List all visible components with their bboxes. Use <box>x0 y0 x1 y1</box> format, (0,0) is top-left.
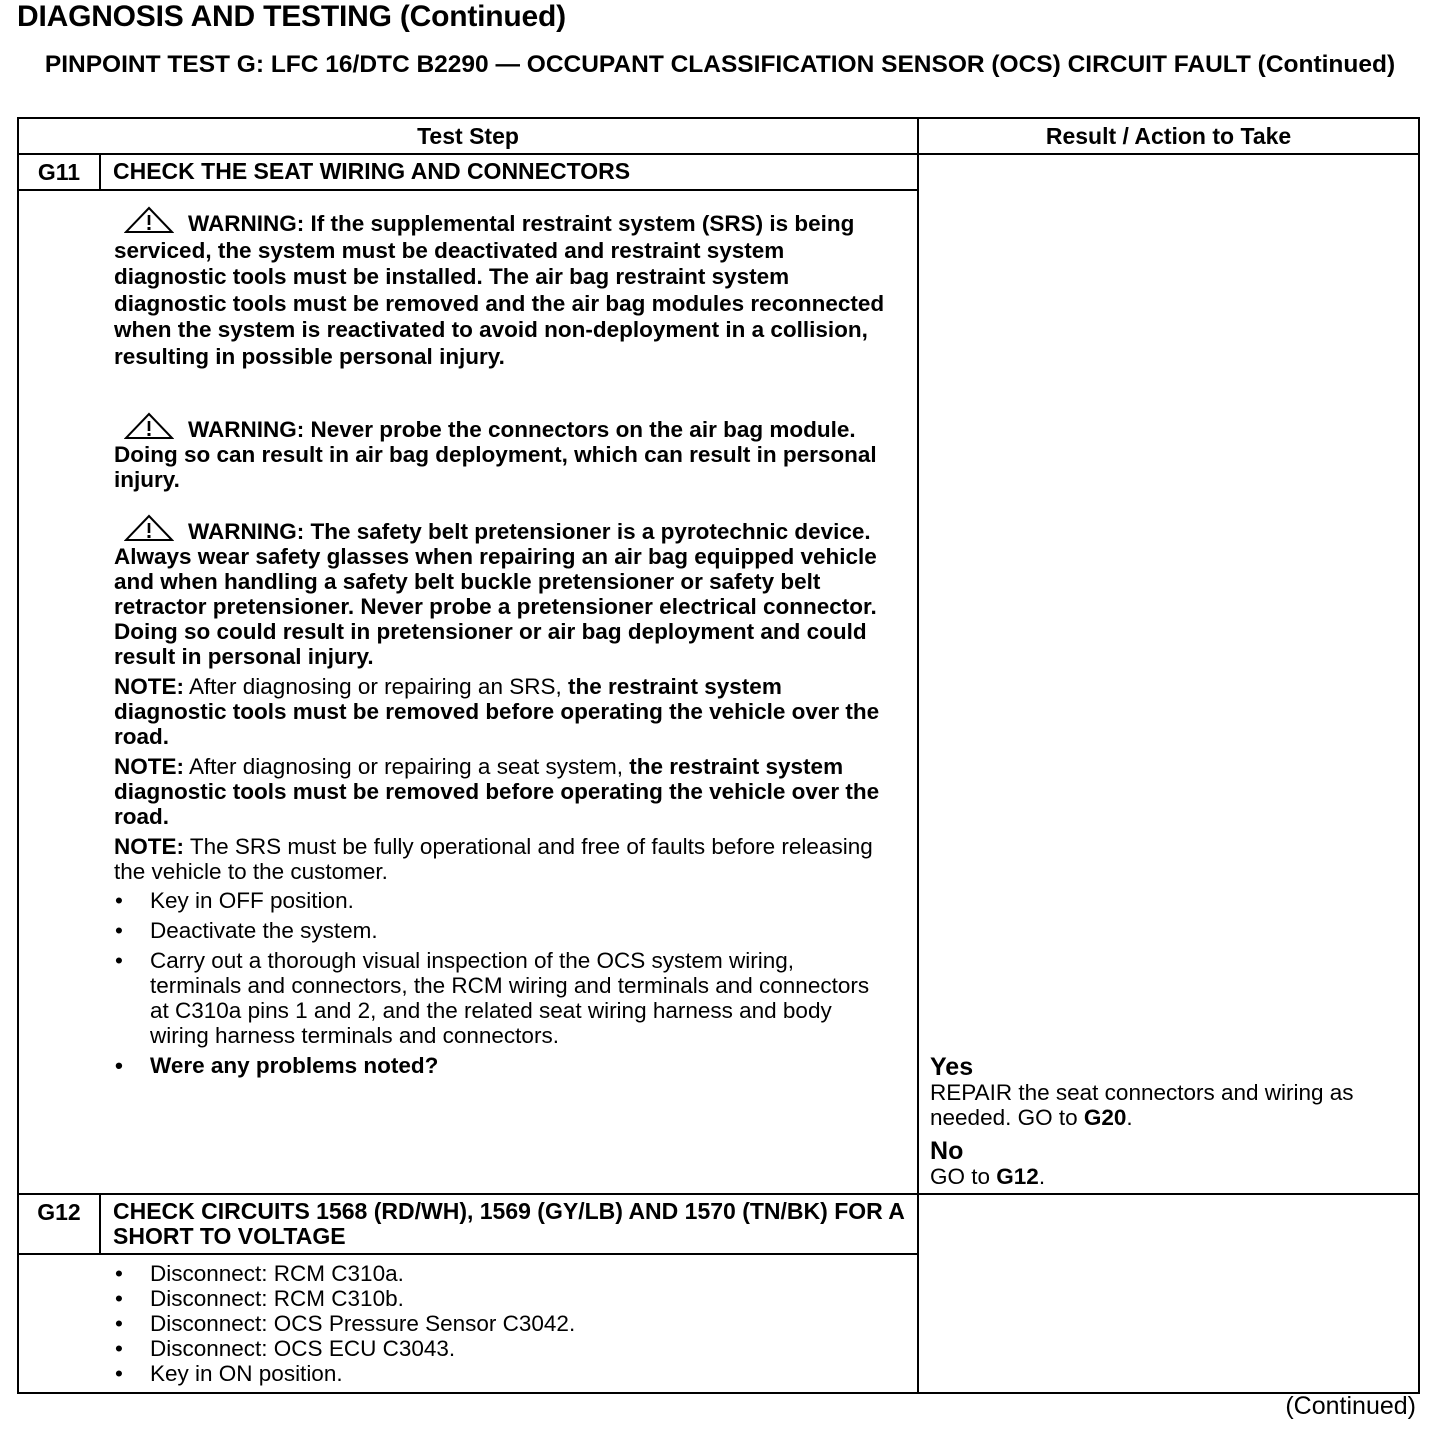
g11-no-action: GO to G12. <box>930 1164 1046 1189</box>
note-srs-operational: NOTE: The SRS must be fully operational and free of faults before releasing the vehicle to the customer. <box>114 834 873 884</box>
g11-yes-target: G20 <box>1083 1105 1127 1130</box>
g11-step-id: G11 <box>18 154 100 190</box>
header-result-action: Result / Action to Take <box>918 118 1419 154</box>
note-seat-tools: NOTE: After diagnosing or repairing a seat system, the restraint system diagnostic tools must be removed before operating the vehicle over the road. <box>114 754 880 829</box>
list-item: • Disconnect: RCM C310b. <box>114 1286 887 1311</box>
g11-title-row <box>18 154 1419 190</box>
g11-step-title: CHECK THE SEAT WIRING AND CONNECTORS <box>100 154 918 190</box>
g11-question: • Were any problems noted? <box>114 1053 887 1078</box>
list-item: • Deactivate the system. <box>114 918 887 943</box>
pinpoint-test-subtitle: PINPOINT TEST G: LFC 16/DTC B2290 — OCCUPANT CLASSIFICATION SENSOR (OCS) CIRCUIT FAULT (Continued) <box>44 51 1396 78</box>
g12-steps-list <box>114 1261 887 1386</box>
warning-srs-service: WARNING: If the supplemental restraint system (SRS) is being serviced, the system must be deactivated and restraint system diagnostic tools must be installed. The air bag restraint system diagnostic tools must be removed and the air bag modules reconnected when the system is reactivated to avoid non-deployment in a collision, resulting in possible personal injury. <box>114 206 887 370</box>
g11-yes-action: REPAIR the seat connectors and wiring as needed. GO to G20. <box>930 1080 1354 1130</box>
continued-footer: (Continued) <box>1285 1392 1416 1420</box>
g12-result-cell <box>918 1194 1419 1393</box>
list-item: • Disconnect: RCM C310a. <box>114 1261 887 1286</box>
g11-no-target: G12 <box>996 1164 1039 1189</box>
warning-probe-airbag: WARNING: Never probe the connectors on the air bag module. Doing so can result in air bag deployment, which can result in personal injury. <box>114 412 887 492</box>
g11-result <box>930 1054 1412 1189</box>
warning-triangle-icon <box>124 206 174 234</box>
note-srs-tools: NOTE: After diagnosing or repairing an SRS, the restraint system diagnostic tools must be removed before operating the vehicle over the road. <box>114 674 880 749</box>
g11-content <box>19 191 917 1078</box>
g12-body-cell <box>18 1254 918 1393</box>
table-header-row <box>18 118 1419 154</box>
list-item: • Key in ON position. <box>114 1361 887 1386</box>
g12-title-row <box>18 1194 1419 1254</box>
warning-triangle-icon <box>124 514 174 542</box>
list-item: • Key in OFF position. <box>114 888 887 913</box>
list-item: • Disconnect: OCS ECU C3043. <box>114 1336 887 1361</box>
g12-step-title: CHECK CIRCUITS 1568 (RD/WH), 1569 (GY/LB) AND 1570 (TN/BK) FOR A SHORT TO VOLTAGE <box>100 1194 918 1254</box>
header-test-step: Test Step <box>18 118 918 154</box>
list-item: • Disconnect: OCS Pressure Sensor C3042. <box>114 1311 887 1336</box>
g11-steps-list <box>114 888 887 1078</box>
g12-content <box>19 1261 917 1386</box>
warning-triangle-icon <box>124 412 174 440</box>
g11-yes-label: Yes <box>930 1053 974 1081</box>
g12-step-id: G12 <box>18 1194 100 1254</box>
g11-result-cell <box>918 154 1419 1194</box>
g11-body-cell <box>18 190 918 1194</box>
warning-pretensioner: WARNING: The safety belt pretensioner is a pyrotechnic device. Always wear safety glasses when repairing an air bag equipped vehicle and when handling a safety belt buckle pretensioner or safety belt retractor pretensioner. Never probe a pretensioner electrical connector. Doing so could result in pretensioner or air bag deployment and could result in personal injury. <box>114 514 887 669</box>
g11-no-label: No <box>930 1137 964 1165</box>
page-title: DIAGNOSIS AND TESTING (Continued) <box>17 0 566 33</box>
pinpoint-test-table <box>17 117 1420 1394</box>
list-item: • Carry out a thorough visual inspection of the OCS system wiring, terminals and connectors, the RCM wiring and terminals and connectors at C310a pins 1 and 2, and the related seat wiring harness and body wiring harness terminals and connectors. <box>114 948 887 1048</box>
